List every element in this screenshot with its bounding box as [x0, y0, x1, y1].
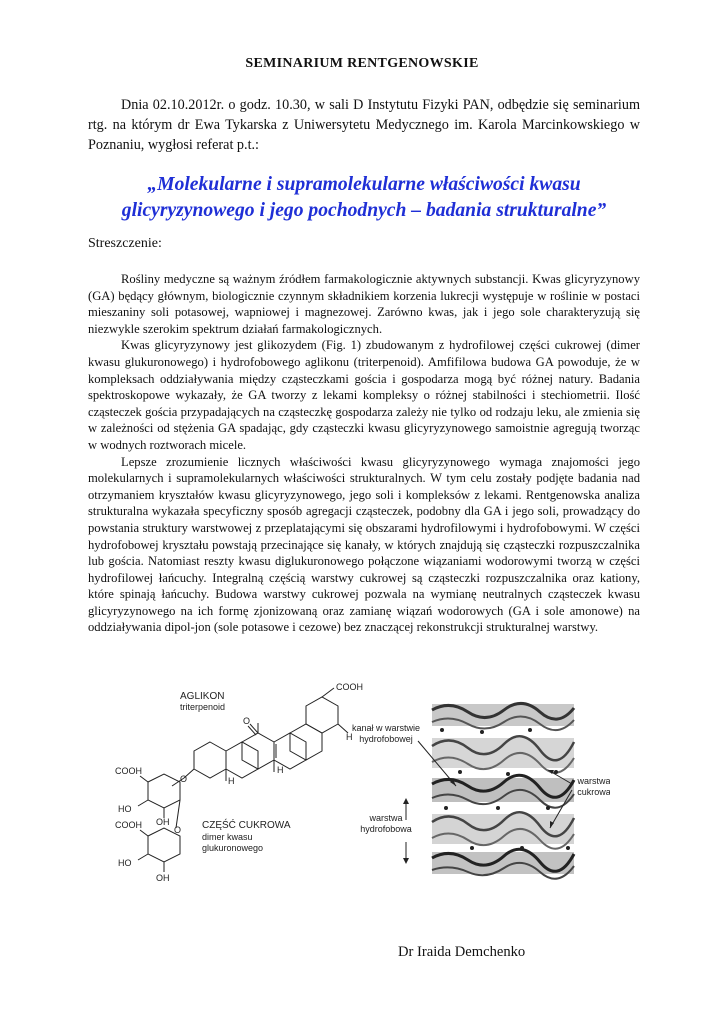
- label-cukrowa-right: cukrowa: [577, 787, 610, 797]
- label-glukuronowego: glukuronowego: [202, 843, 264, 853]
- label-cooh-top: COOH: [336, 682, 363, 692]
- label-oxygen-link-2: O: [174, 825, 182, 835]
- label-oxygen-link-1: O: [180, 774, 188, 784]
- label-cooh-sugar-2: COOH: [115, 820, 142, 830]
- abstract-body: [88, 271, 640, 636]
- label-hydrogen-3: H: [346, 732, 353, 742]
- signature-name: Dr Iraida Demchenko: [398, 944, 526, 960]
- label-kanal-line-1: kanał w warstwie: [351, 723, 421, 733]
- figure-svg: [110, 678, 610, 888]
- sugar-ring-1: [148, 774, 180, 808]
- label-hydrogen-1: H: [277, 765, 284, 775]
- label-ho-sugar-2: HO: [118, 858, 132, 868]
- abstract-label: Streszczenie:: [88, 236, 162, 251]
- label-dimer-kwasu: dimer kwasu: [202, 832, 253, 842]
- lecture-title-line-2: glicyryzynowego i jego pochodnych – badania strukturalne”: [121, 200, 607, 221]
- figure-1: [110, 678, 610, 893]
- label-ketone-oxygen: O: [243, 716, 251, 726]
- label-warstwa-left: warstwa: [369, 813, 403, 823]
- seminar-heading: SEMINARIUM RENTGENOWSKIE: [245, 56, 479, 71]
- layer-band-1: [432, 703, 574, 730]
- label-ho-sugar-1: HO: [118, 804, 132, 814]
- intro-paragraph: Dnia 02.10.2012r. o godz. 10.30, w sali D Instytutu Fizyki PAN, odbędzie się seminarium rtg. na którym dr Ewa Tykarska z Uniwersytetu Medycznego im. Karola Marcinkowskiego w Poznaniu, wygłosi referat p.t.:: [88, 97, 640, 153]
- abstract-paragraph-2: Kwas glicyryzynowy jest glikozydem (Fig. 1) zbudowanym z hydrofilowej części cukrowej (dimer kwasu glukuronowego) i hydrofobowego aglikonu (triterpenoid). Amfifilowa budowa GA powoduje, że w kompleksach oddziaływania między cząsteczkami gościa i gospodarza mogą być różnej natury. Badania spektroskopowe wykazały, że GA tworzy z lekami kompleksy o różnej stabilności i stechiometrii. Ilość cząsteczek gościa przypadających na cząsteczkę gospodarza zależy nie tylko od rodzaju leku, ale zmienia się w zależności od stężenia GA spadając, gdy cząsteczki kwasu glicyryzynowego samoistnie agregują tworząc w wodnych roztworach micele.: [88, 338, 640, 452]
- crystal-packing: [432, 703, 574, 878]
- ring-a: [194, 742, 226, 778]
- label-kanal-line-2: hydrofobowej: [359, 734, 413, 744]
- label-hydrogen-2: H: [228, 776, 235, 786]
- label-warstwa-right: warstwa: [577, 776, 610, 786]
- label-czesc-cukrowa: CZĘŚĆ CUKROWA: [202, 820, 291, 831]
- lecture-title-line-1: „Molekularne i supramolekularne właściwości kwasu: [147, 174, 581, 195]
- label-hydrofobowa-left: hydrofobowa: [360, 824, 412, 834]
- abstract-paragraph-3: Lepsze zrozumienie licznych właściwości kwasu glicyryzynowego wymaga znajomości jego molekularnych i supramolekularnych właściwości strukturalnych. W tym celu zostały podjęte badania nad otrzymaniem kryształów kwasu glicyryzynowego, jego soli i kompleksów z lekami. Rentgenowska analiza strukturalna wykazała specyficzny sposób agregacji cząsteczek, podobny dla GA i jego soli, prowadzący do powstania struktury warstwowej z przeplatającymi się obszarami hydrofilowymi i hydrofobowymi. W części hydrofobowej kryształu powstają przecinające się kanały, w których znajdują się cząsteczki rozpuszczalnika lub gościa. Natomiast reszty kwasu diglukuronowego połączone wiązaniami wodorowymi tworzą w części hydrofilowej łańcuchy. Integralną częścią warstwy cukrowej są cząsteczki rozpuszczalnika oraz kationy, które spinają łańcuchy. Budowa warstwy cukrowej pozwala na wymianę neutralnych cząsteczek kwasu glicyryzynowego na ich formę zjonizowaną oraz zamianę wiązań wodorowych (GA i sole amonowe) na oddziaływania dipol-jon (sole potasowe i cezowe) bez znaczącej rekonstrukcji strukturalnej warstwy.: [88, 454, 640, 635]
- label-triterpenoid: triterpenoid: [180, 702, 226, 712]
- lecture-title: [88, 172, 640, 224]
- abstract-paragraph-1: Rośliny medyczne są ważnym źródłem farmakologicznie aktywnych substancji. Kwas glicyryzynowy (GA) będący głównym, biologicznie czynnym składnikiem korzenia lukrecji występuje w roślinie w postaci mieszaniny soli potasowej, wapniowej i magnezowej. Zarówno kwas, jak i jego sole charakteryzują się niezwykle szerokim spektrum działań farmakologicznych.: [88, 272, 640, 336]
- layer-band-4: [432, 812, 574, 848]
- layer-band-5: [432, 849, 574, 878]
- label-oh-sugar-2: OH: [156, 873, 170, 883]
- layer-band-2: [432, 736, 574, 772]
- ring-top: [306, 697, 338, 733]
- label-oh-sugar-1: OH: [156, 817, 170, 827]
- label-cooh-sugar-1: COOH: [115, 766, 142, 776]
- label-aglikon: AGLIKON: [180, 691, 225, 702]
